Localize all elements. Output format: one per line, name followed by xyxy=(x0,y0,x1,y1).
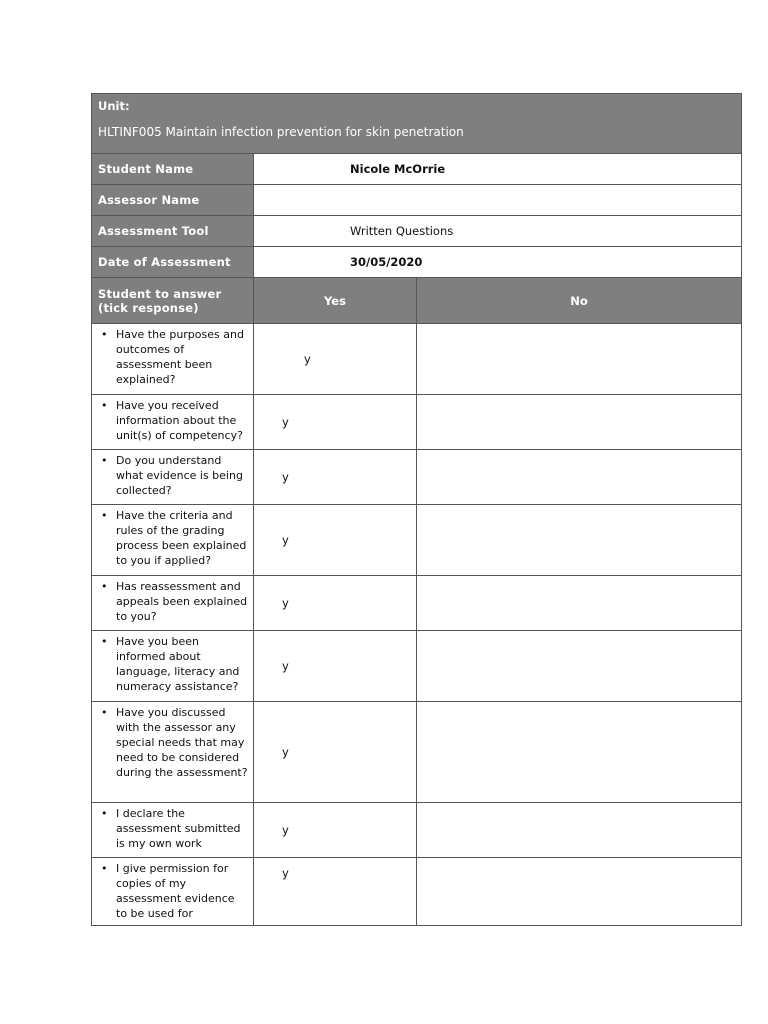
unit-row xyxy=(92,94,742,154)
no-answer-cell xyxy=(417,450,742,505)
no-answer-cell xyxy=(417,576,742,631)
yes-column-header: Yes xyxy=(254,278,417,324)
question-row xyxy=(92,395,742,450)
question-row xyxy=(92,450,742,505)
no-column-header: No xyxy=(417,278,742,324)
question-row xyxy=(92,631,742,702)
question-cell xyxy=(92,803,254,858)
question-row xyxy=(92,324,742,395)
question-text: • I give permission for copies of my assessment evidence to be used for xyxy=(116,861,249,921)
yes-answer-cell: y xyxy=(254,505,417,576)
assessment-tool-value: Written Questions xyxy=(254,216,742,247)
question-text: • Have the criteria and rules of the grading process been explained to you if applied? xyxy=(116,508,249,568)
assessor-name-value xyxy=(254,185,742,216)
question-cell xyxy=(92,324,254,395)
question-text: • Have the purposes and outcomes of assessment been explained? xyxy=(116,327,249,387)
no-answer-cell xyxy=(417,803,742,858)
unit-header-cell xyxy=(92,94,742,154)
question-row xyxy=(92,576,742,631)
answer-header-label: Student to answer (tick response) xyxy=(92,278,254,324)
answer-header-row xyxy=(92,278,742,324)
question-cell xyxy=(92,631,254,702)
yes-answer-cell: y xyxy=(254,858,417,926)
yes-answer-cell: y xyxy=(254,803,417,858)
question-text: • Have you received information about the unit(s) of competency? xyxy=(116,398,249,443)
yes-answer-cell: y xyxy=(254,324,417,395)
question-cell xyxy=(92,858,254,926)
yes-answer-cell: y xyxy=(254,450,417,505)
question-text: • Have you been informed about language, literacy and numeracy assistance? xyxy=(116,634,249,694)
date-of-assessment-row xyxy=(92,247,742,278)
question-cell xyxy=(92,505,254,576)
question-row xyxy=(92,858,742,926)
question-text: • Have you discussed with the assessor any special needs that may need to be considered during the assessment? xyxy=(116,705,249,780)
student-name-row xyxy=(92,154,742,185)
assessment-tool-label: Assessment Tool xyxy=(92,216,254,247)
question-cell xyxy=(92,450,254,505)
question-text: • Has reassessment and appeals been explained to you? xyxy=(116,579,249,624)
student-name-value: Nicole McOrrie xyxy=(254,154,742,185)
question-text: • Do you understand what evidence is being collected? xyxy=(116,453,249,498)
question-row xyxy=(92,505,742,576)
no-answer-cell xyxy=(417,702,742,803)
date-of-assessment-value: 30/05/2020 xyxy=(254,247,742,278)
yes-answer-cell: y xyxy=(254,631,417,702)
no-answer-cell xyxy=(417,324,742,395)
question-text: • I declare the assessment submitted is my own work xyxy=(116,806,249,851)
no-answer-cell xyxy=(417,631,742,702)
no-answer-cell xyxy=(417,505,742,576)
assessment-tool-row xyxy=(92,216,742,247)
assessment-cover-table xyxy=(91,93,742,926)
date-of-assessment-label: Date of Assessment xyxy=(92,247,254,278)
student-name-label: Student Name xyxy=(92,154,254,185)
assessor-name-label: Assessor Name xyxy=(92,185,254,216)
unit-title: HLTINF005 Maintain infection prevention for skin penetration xyxy=(98,125,464,139)
question-cell xyxy=(92,576,254,631)
unit-label: Unit: xyxy=(98,99,130,113)
yes-answer-cell: y xyxy=(254,576,417,631)
question-cell xyxy=(92,395,254,450)
question-cell xyxy=(92,702,254,803)
assessor-name-row xyxy=(92,185,742,216)
no-answer-cell xyxy=(417,858,742,926)
no-answer-cell xyxy=(417,395,742,450)
yes-answer-cell: y xyxy=(254,702,417,803)
question-row xyxy=(92,803,742,858)
question-row xyxy=(92,702,742,803)
yes-answer-cell: y xyxy=(254,395,417,450)
